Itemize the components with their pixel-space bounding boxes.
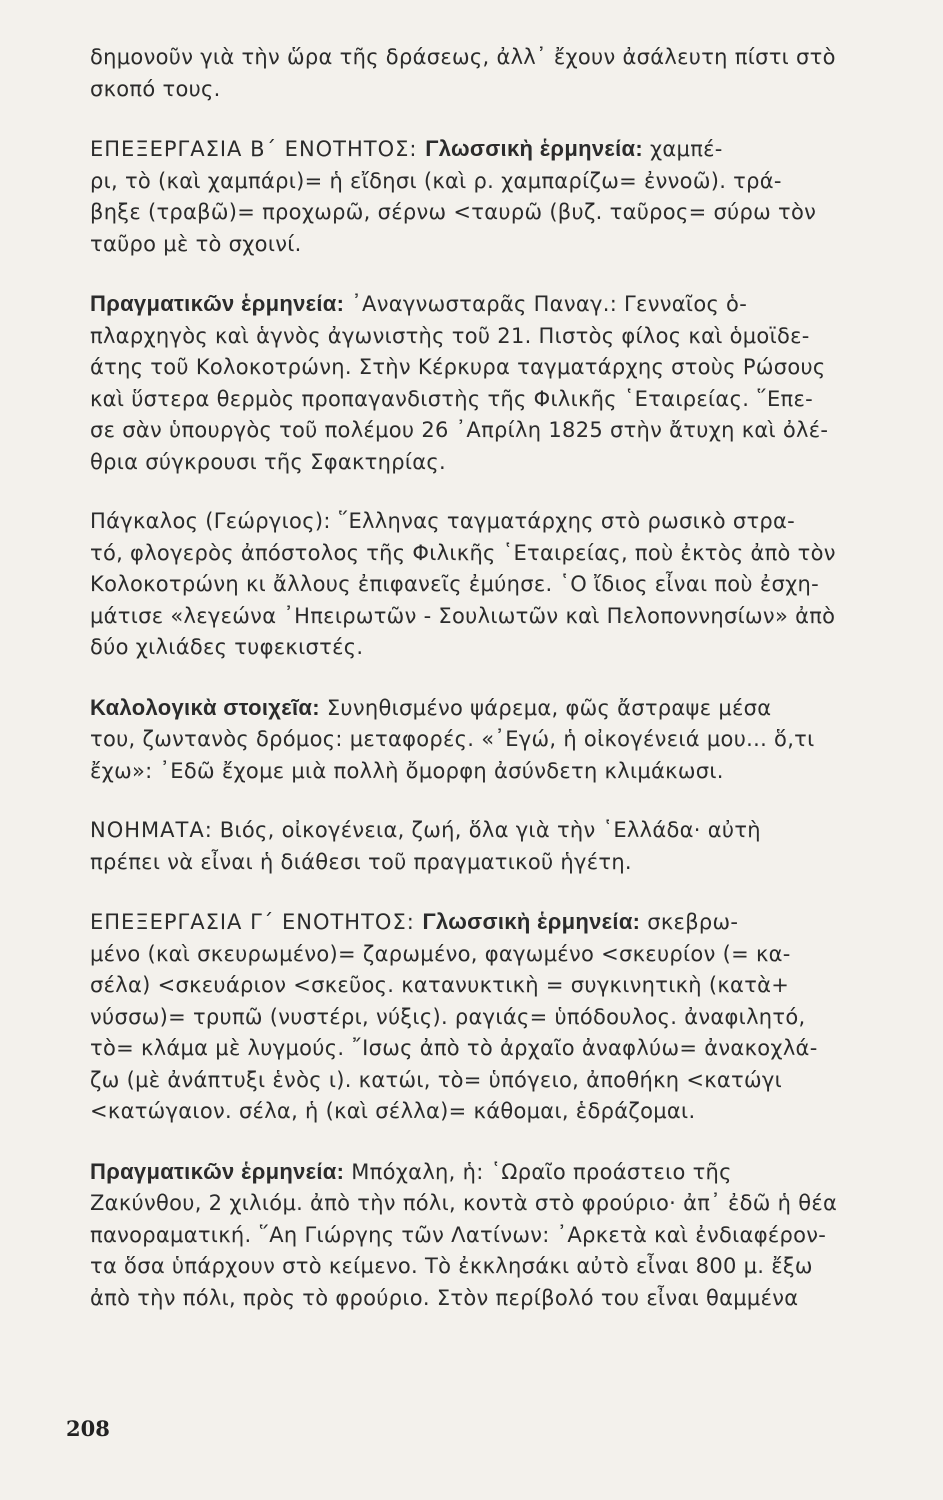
text-line bbox=[90, 133, 903, 166]
text-line bbox=[90, 384, 903, 416]
line-text: ζω (μὲ ἀνάπτυξι ἑνὸς ι). κατώι, τὸ= ὑπόγειο, ἀποθήκη <κατώγι bbox=[90, 1067, 783, 1092]
line-text: του, ζωντανὸς δρόμος: μεταφορές. «᾽Εγώ, ἡ οἰκογένειά μου... ὅ,τι bbox=[90, 727, 815, 751]
text-line bbox=[90, 538, 903, 570]
line-text: νύσσω)= τρυπῶ (νυστέρι, νύξις). ραγιάς= ὑπόδουλος. ἀναφιλητό, bbox=[90, 1004, 806, 1029]
line-text: τό, φλογερὸς ἀπόστολος τῆς Φιλικῆς ῾Εταιρείας, ποὺ ἐκτὸς ἀπὸ τὸν bbox=[90, 540, 836, 565]
text-body bbox=[90, 42, 903, 1314]
text-line bbox=[90, 692, 903, 725]
line-text: Βιός, οἰκογένεια, ζωή, ὅλα γιὰ τὴν ῾Ελλάδα· αὐτὴ bbox=[212, 818, 761, 842]
line-text: σε σὰν ὑπουργὸς τοῦ πολέμου 26 ᾽Απρίλη 1825 στὴν ἄτυχη καὶ ὀλέ- bbox=[90, 418, 829, 442]
line-text: πανοραματική. ῞Αη Γιώργης τῶν Λατίνων: ᾽Αρκετὰ καὶ ἐνδιαφέρον- bbox=[90, 1222, 827, 1247]
text-line bbox=[90, 1065, 903, 1097]
line-text: σκεβρω- bbox=[640, 910, 739, 934]
line-text: Κολοκοτρώνη κι ἄλλους ἐπιφανεῖς ἐμύησε. ῾Ο ἴδιος εἶναι ποὺ ἐσχη- bbox=[90, 572, 820, 596]
subheading: Πραγματικῶν ἑρμηνεία: bbox=[90, 291, 345, 316]
line-text: <κατώγαιον. σέλα, ἡ (καὶ σέλλα)= κάθομαι, ἑδράζομαι. bbox=[90, 1099, 696, 1123]
text-line bbox=[90, 847, 903, 879]
text-line bbox=[90, 415, 903, 447]
text-line bbox=[90, 1156, 903, 1189]
paragraph bbox=[90, 288, 903, 478]
text-line bbox=[90, 632, 903, 664]
text-line bbox=[90, 1283, 903, 1315]
subheading: Γλωσσικὴ ἑρμηνεία: bbox=[422, 909, 641, 934]
paragraph bbox=[90, 692, 903, 788]
line-text: μένο (καὶ σκευρωμένο)= ζαρωμένο, φαγωμένο <σκευρίον (= κα- bbox=[90, 941, 791, 966]
paragraph bbox=[90, 42, 903, 105]
line-text: θρια σύγκρουσι τῆς Σφακτηρίας. bbox=[90, 449, 447, 474]
text-line bbox=[90, 42, 903, 74]
line-text: τὸ= κλάμα μὲ λυγμούς. ῎Ισως ἀπὸ τὸ ἀρχαῖο ἀναφλύω= ἀνακοχλά- bbox=[90, 1036, 818, 1060]
section-heading: ΕΠΕΞΕΡΓΑΣΙΑ Β΄ ΕΝΟΤΗΤΟΣ: bbox=[90, 137, 426, 161]
paragraph bbox=[90, 1156, 903, 1315]
line-text: Ζακύνθου, 2 χιλιόμ. ἀπὸ τὴν πόλι, κοντὰ στὸ φρούριο· ἀπ᾽ ἐδῶ ἡ θέα bbox=[90, 1191, 838, 1215]
text-line bbox=[90, 1188, 903, 1220]
text-line bbox=[90, 815, 903, 847]
section-heading: ΕΠΕΞΕΡΓΑΣΙΑ Γ΄ ΕΝΟΤΗΤΟΣ: bbox=[90, 910, 423, 934]
text-line bbox=[90, 506, 903, 538]
line-text: πλαρχηγὸς καὶ ἁγνὸς ἀγωνιστὴς τοῦ 21. Πιστὸς φίλος καὶ ὁμοϊδε- bbox=[90, 323, 810, 348]
text-line bbox=[90, 970, 903, 1002]
text-line bbox=[90, 1002, 903, 1034]
text-line bbox=[90, 939, 903, 971]
paragraph bbox=[90, 906, 903, 1128]
subheading: Πραγματικῶν ἑρμηνεία: bbox=[90, 1158, 345, 1184]
line-text: δημονοῦν γιὰ τὴν ὥρα τῆς δράσεως, ἀλλ᾽ ἔχουν ἀσάλευτη πίστι στὸ bbox=[90, 45, 836, 69]
text-line bbox=[90, 1033, 903, 1065]
text-line bbox=[90, 724, 903, 756]
line-text: ρι, τὸ (καὶ χαμπάρι)= ἡ εἴδησι (καὶ ρ. χαμπαρίζω= ἐννοῶ). τρά- bbox=[90, 168, 782, 193]
page-number: 208 bbox=[66, 1416, 110, 1441]
paragraph bbox=[90, 815, 903, 878]
line-text: άτης τοῦ Κολοκοτρώνη. Στὴν Κέρκυρα ταγματάρχης στοὺς Ρώσους bbox=[90, 355, 826, 379]
line-text: Μπόχαλη, ἡ: ῾Ωραῖο προάστειο τῆς bbox=[344, 1159, 732, 1184]
line-text: βηξε (τραβῶ)= προχωρῶ, σέρνω <ταυρῶ (βυζ. ταῦρος= σύρω τὸν bbox=[90, 200, 817, 224]
text-line bbox=[90, 1251, 903, 1283]
subheading: Καλολογικὰ στοιχεῖα: bbox=[90, 694, 320, 720]
line-text: ᾽Αναγνωσταρᾶς Παναγ.: Γενναῖος ὁ- bbox=[344, 292, 748, 316]
line-text: Πάγκαλος (Γεώργιος): ῞Ελληνας ταγματάρχης στὸ ρωσικὸ στρα- bbox=[90, 509, 796, 533]
text-line bbox=[90, 352, 903, 384]
line-text: σέλα) <σκευάριον <σκεῦος. κατανυκτικὴ = συγκινητικὴ (κατὰ+ bbox=[90, 973, 790, 997]
line-text: μάτισε «λεγεώνα ᾽Ηπειρωτῶν - Σουλιωτῶν καὶ Πελοποννησίων» ἀπὸ bbox=[90, 603, 836, 628]
text-line bbox=[90, 166, 903, 198]
subheading: Γλωσσικὴ ἑρμηνεία: bbox=[425, 136, 643, 161]
text-line bbox=[90, 906, 903, 939]
line-text: πρέπει νὰ εἶναι ἡ διάθεσι τοῦ πραγματικοῦ ἡγέτη. bbox=[90, 849, 632, 874]
paragraph bbox=[90, 133, 903, 260]
line-text: τα ὅσα ὑπάρχουν στὸ κείμενο. Τὸ ἐκκλησάκι αὐτὸ εἶναι 800 μ. ἔξω bbox=[90, 1254, 813, 1278]
text-line bbox=[90, 321, 903, 353]
line-text: ταῦρο μὲ τὸ σχοινί. bbox=[90, 231, 302, 256]
line-text: καὶ ὕστερα θερμὸς προπαγανδιστὴς τῆς Φιλικῆς ῾Εταιρείας. ῞Επε- bbox=[90, 386, 813, 411]
text-line bbox=[90, 569, 903, 601]
text-line bbox=[90, 447, 903, 479]
paragraph bbox=[90, 506, 903, 664]
line-text: δύο χιλιάδες τυφεκιστές. bbox=[90, 635, 364, 659]
line-text: ἀπὸ τὴν πόλι, πρὸς τὸ φρούριο. Στὸν περίβολό του εἶναι θαμμένα bbox=[90, 1285, 799, 1310]
line-text: σκοπό τους. bbox=[90, 76, 221, 101]
text-line bbox=[90, 197, 903, 229]
text-line bbox=[90, 288, 903, 321]
text-line bbox=[90, 1096, 903, 1128]
text-line bbox=[90, 756, 903, 788]
text-line bbox=[90, 74, 903, 106]
section-heading: ΝΟΗΜΑΤΑ: bbox=[90, 818, 213, 842]
line-text: Συνηθισμένο ψάρεμα, φῶς ἄστραψε μέσα bbox=[319, 695, 772, 720]
line-text: χαμπέ- bbox=[642, 137, 723, 161]
line-text: ἔχω»: ᾽Εδῶ ἔχομε μιὰ πολλὴ ὄμορφη ἀσύνδετη κλιμάκωσι. bbox=[90, 758, 724, 783]
text-line bbox=[90, 229, 903, 261]
text-line bbox=[90, 1220, 903, 1252]
text-line bbox=[90, 601, 903, 633]
